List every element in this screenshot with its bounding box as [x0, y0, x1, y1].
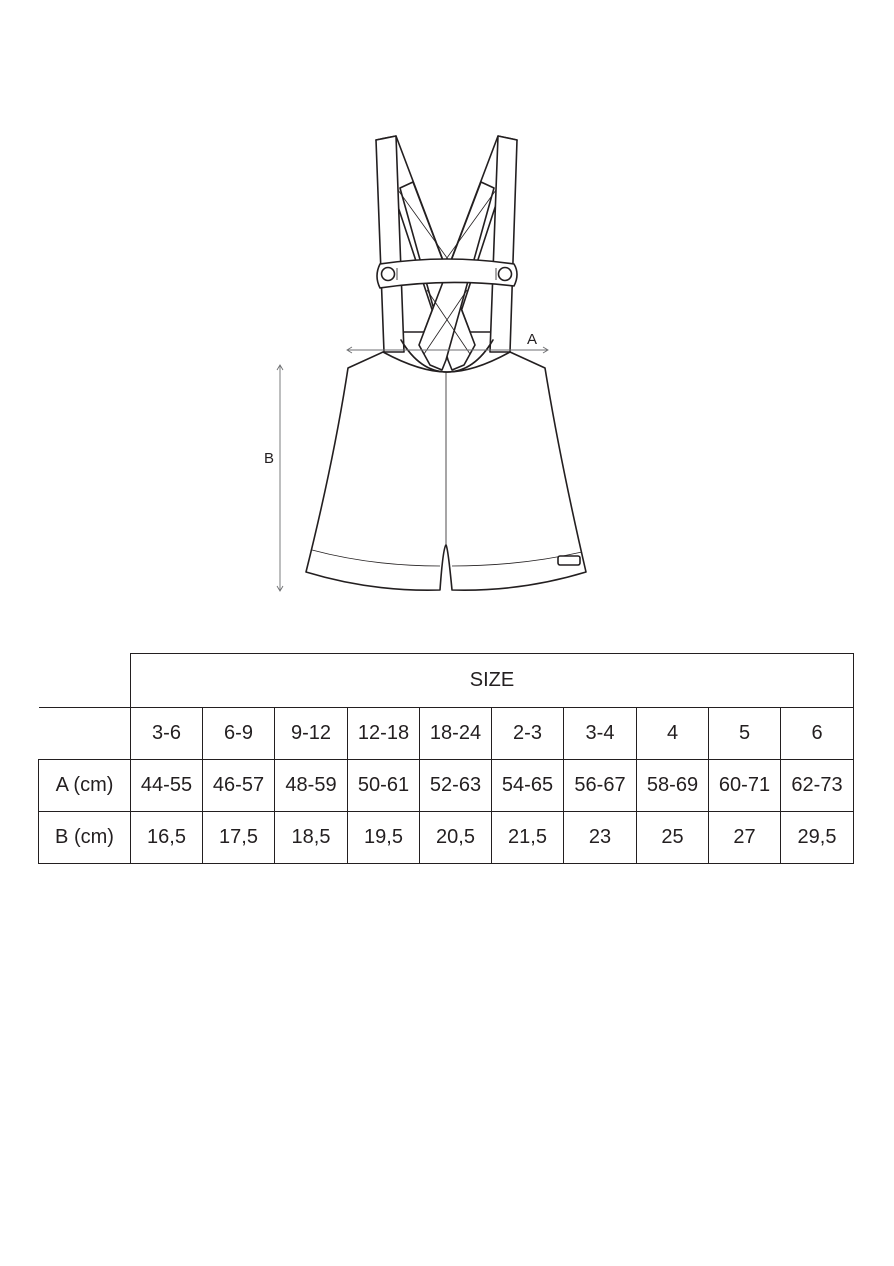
size-cell: 5 [709, 708, 781, 760]
size-cell: 9-12 [275, 708, 348, 760]
table-header-row [39, 654, 854, 708]
value-cell: 50-61 [348, 760, 420, 812]
size-chart-table [38, 653, 854, 864]
value-cell: 54-65 [492, 760, 564, 812]
value-cell: 25 [637, 812, 709, 864]
value-cell: 17,5 [203, 812, 275, 864]
size-cell: 18-24 [420, 708, 492, 760]
row-label: A (cm) [39, 760, 131, 812]
value-cell: 56-67 [564, 760, 637, 812]
value-cell: 27 [709, 812, 781, 864]
size-cell: 3-6 [131, 708, 203, 760]
label-tag [558, 556, 580, 565]
size-cell: 12-18 [348, 708, 420, 760]
value-cell: 52-63 [420, 760, 492, 812]
value-cell: 23 [564, 812, 637, 864]
dimension-a-label: A [527, 331, 538, 348]
value-cell: 60-71 [709, 760, 781, 812]
size-row [39, 708, 854, 760]
size-cell: 6 [781, 708, 854, 760]
value-cell: 19,5 [348, 812, 420, 864]
size-cell: 4 [637, 708, 709, 760]
size-cell: 6-9 [203, 708, 275, 760]
dimension-b-label: B [264, 450, 275, 467]
value-cell: 21,5 [492, 812, 564, 864]
value-cell: 58-69 [637, 760, 709, 812]
table-corner [39, 708, 131, 760]
value-cell: 18,5 [275, 812, 348, 864]
table-corner [39, 654, 131, 708]
size-header: SIZE [131, 654, 854, 708]
value-cell: 29,5 [781, 812, 854, 864]
value-cell: 62-73 [781, 760, 854, 812]
size-cell: 3-4 [564, 708, 637, 760]
button-left-icon [382, 268, 395, 281]
size-cell: 2-3 [492, 708, 564, 760]
value-cell: 44-55 [131, 760, 203, 812]
value-cell: 20,5 [420, 812, 492, 864]
value-cell: 46-57 [203, 760, 275, 812]
value-cell: 48-59 [275, 760, 348, 812]
value-cell: 16,5 [131, 812, 203, 864]
table-row [39, 812, 854, 864]
table-row [39, 760, 854, 812]
row-label: B (cm) [39, 812, 131, 864]
button-right-icon [499, 268, 512, 281]
